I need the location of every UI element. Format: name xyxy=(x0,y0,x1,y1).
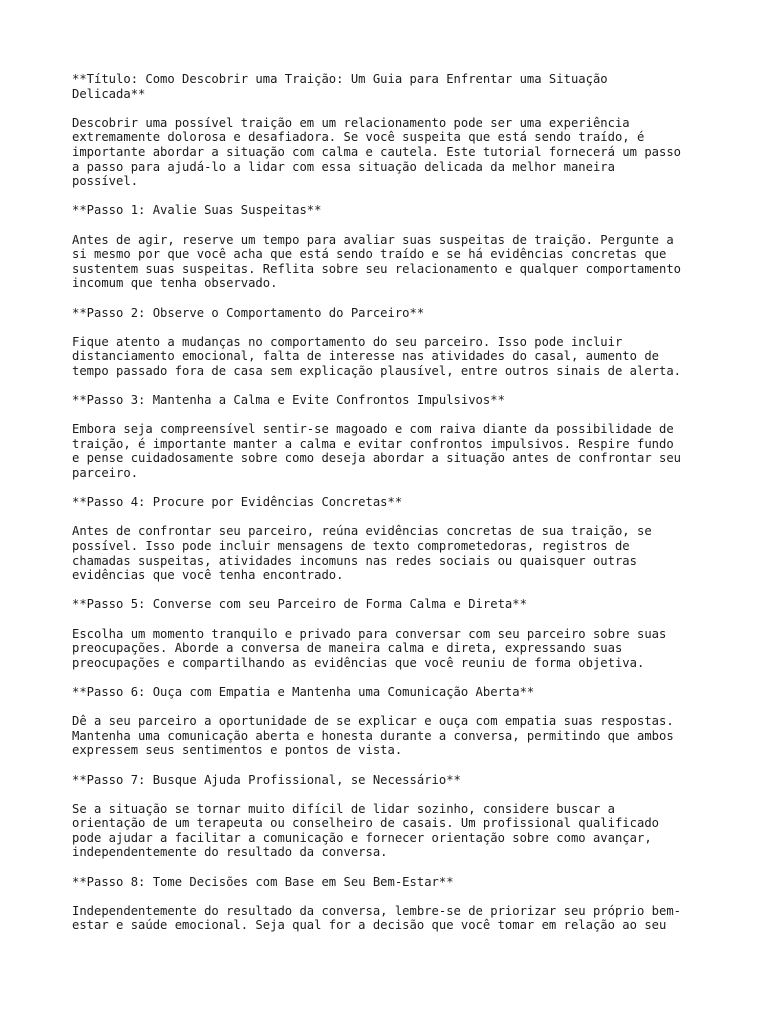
step-8-heading: **Passo 8: Tome Decisões com Base em Seu Bem-Estar** xyxy=(72,874,454,889)
step-5-heading: **Passo 5: Converse com seu Parceiro de Forma Calma e Direta** xyxy=(72,597,527,612)
document-title: **Título: Como Descobrir uma Traição: Um Guia para Enfrentar uma Situação Delicada** xyxy=(72,72,608,101)
step-4-body: Antes de confrontar seu parceiro, reúna evidências concretas de sua traição, se possível. Isso pode incluir mensagens de texto comprometedoras, registros de chamadas suspeitas, atividades incomuns nas redes sociais ou quaisquer outras evidências que você tenha encontrado. xyxy=(72,524,652,583)
step-2-heading: **Passo 2: Observe o Comportamento do Parceiro** xyxy=(72,305,425,320)
intro-paragraph: Descobrir uma possível traição em um relacionamento pode ser uma experiência extremamente dolorosa e desafiadora. Se você suspeita que está sendo traído, é importante abordar a situação com calma e cautela. Este tutorial fornecerá um passo a passo para ajudá-lo a lidar com essa situação delicada da melhor maneira possível. xyxy=(72,115,682,189)
step-7-heading: **Passo 7: Busque Ajuda Profissional, se Necessário** xyxy=(72,772,461,787)
step-6-body: Dê a seu parceiro a oportunidade de se explicar e ouça com empatia suas respostas. Mantenha uma comunicação aberta e honesta durante a conversa, permitindo que ambos expressem seus sentimentos e pontos de vista. xyxy=(72,714,674,758)
document-page xyxy=(72,72,702,948)
step-1-body: Antes de agir, reserve um tempo para avaliar suas suspeitas de traição. Pergunte a si mesmo por que você acha que está sendo traído e se há evidências concretas que sustentem suas suspeitas. Reflita sobre seu relacionamento e qualquer comportamento incomum que tenha observado. xyxy=(72,232,682,291)
step-1-heading: **Passo 1: Avalie Suas Suspeitas** xyxy=(72,203,322,218)
step-5-body: Escolha um momento tranquilo e privado para conversar com seu parceiro sobre suas preocupações. Aborde a conversa de maneira calma e direta, expressando suas preocupações e compartilhando as evidências que você reuniu de forma objetiva. xyxy=(72,626,667,670)
step-8-body: Independentemente do resultado da conversa, lembre-se de priorizar seu próprio bem- estar e saúde emocional. Seja qual for a decisão que você tomar em relação ao seu xyxy=(72,903,682,933)
step-6-heading: **Passo 6: Ouça com Empatia e Mantenha uma Comunicação Aberta** xyxy=(72,684,535,699)
step-4-heading: **Passo 4: Procure por Evidências Concretas** xyxy=(72,495,403,510)
step-3-heading: **Passo 3: Mantenha a Calma e Evite Confrontos Impulsivos** xyxy=(72,393,505,408)
step-2-body: Fique atento a mudanças no comportamento do seu parceiro. Isso pode incluir distanciamento emocional, falta de interesse nas atividades do casal, aumento de tempo passado fora de casa sem explicação plausível, entre outros sinais de alerta. xyxy=(72,334,682,378)
step-3-body: Embora seja compreensível sentir-se magoado e com raiva diante da possibilidade de traição, é importante manter a calma e evitar confrontos impulsivos. Respire fundo e pense cuidadosamente sobre como deseja abordar a situação antes de confrontar seu parceiro. xyxy=(72,422,682,481)
step-7-body: Se a situação se tornar muito difícil de lidar sozinho, considere buscar a orientação de um terapeuta ou conselheiro de casais. Um profissional qualificado pode ajudar a facilitar a comunicação e fornecer orientação sobre como avançar, independentemente do resultado da conversa. xyxy=(72,801,659,860)
